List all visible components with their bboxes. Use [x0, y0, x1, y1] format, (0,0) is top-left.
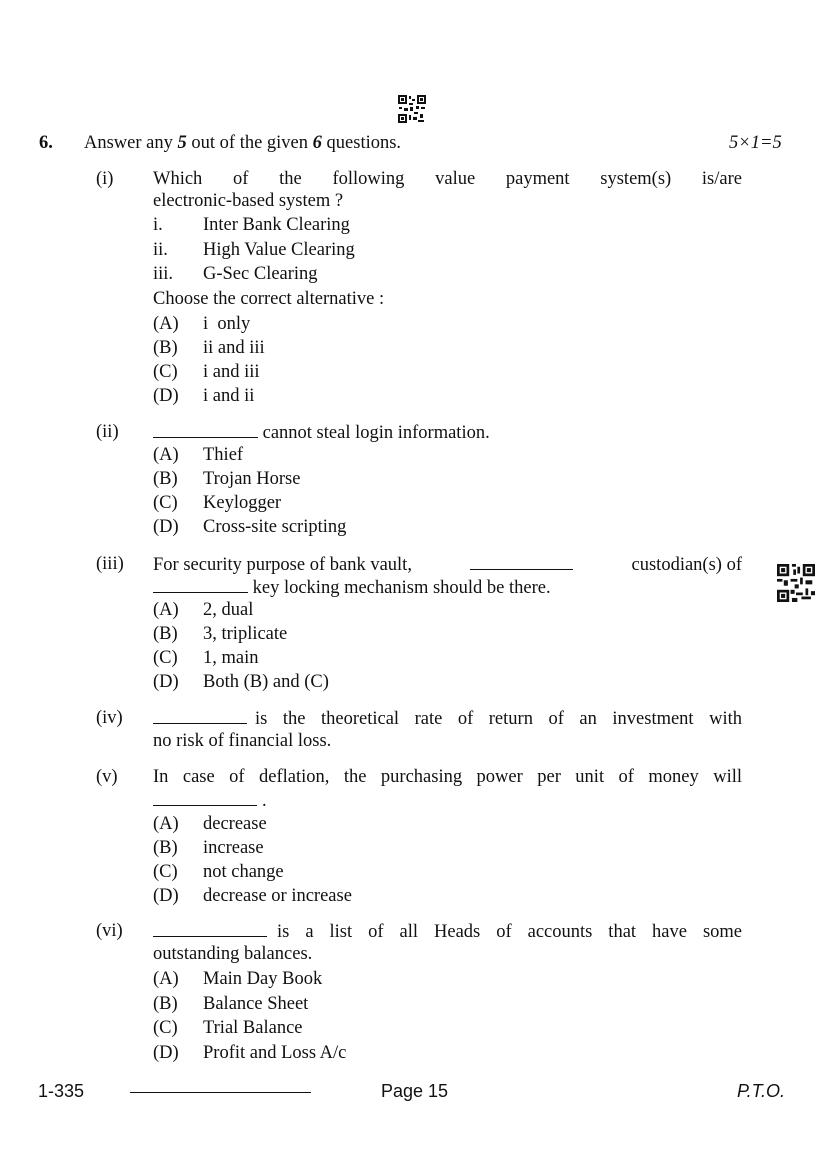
option-label: (C) [153, 862, 178, 882]
option-label: (A) [153, 814, 179, 834]
option-text: 1, main [203, 648, 259, 668]
option-text: Profit and Loss A/c [203, 1043, 347, 1063]
option-label: (C) [153, 362, 178, 382]
option-text: Keylogger [203, 493, 282, 513]
sub-question-number: (i) [96, 169, 114, 189]
answer-blank [153, 791, 257, 806]
option-text: i and iii [203, 362, 260, 382]
question-instruction: Answer any 5 out of the given 6 questions. [84, 133, 402, 153]
side-qr-code-icon [777, 563, 815, 603]
question-word: payment [505, 169, 570, 189]
option-text: 3, triplicate [203, 624, 288, 644]
answer-blank [153, 578, 248, 593]
option-label: (B) [153, 338, 178, 358]
question-word: following [332, 169, 405, 189]
question-text: electronic-based system ? [153, 191, 344, 211]
option-label: (C) [153, 648, 178, 668]
question-word: is/are [701, 169, 742, 189]
paper-code: 1-335 [38, 1081, 85, 1101]
question-text [153, 170, 742, 189]
option-label: (D) [153, 517, 179, 537]
question-word: Which [153, 169, 203, 189]
sub-question-number: (ii) [96, 422, 119, 442]
option-text: 2, dual [203, 600, 254, 620]
statement-number: i. [153, 215, 163, 235]
option-label: (D) [153, 886, 179, 906]
option-text: ii and iii [203, 338, 265, 358]
question-text: no risk of financial loss. [153, 731, 332, 751]
option-label: (D) [153, 1043, 179, 1063]
instruction-text: Choose the correct alternative : [153, 289, 385, 309]
page-number: Page 15 [381, 1081, 449, 1101]
question-text: In case of deflation, the purchasing power per unit of money will [153, 767, 742, 787]
option-text: Main Day Book [203, 969, 323, 989]
question-text: . [153, 791, 267, 811]
footer-rule [130, 1092, 311, 1093]
statement-text: High Value Clearing [203, 240, 355, 260]
option-text: i only [203, 314, 251, 334]
option-label: (D) [153, 386, 179, 406]
option-text: Cross-site scripting [203, 517, 347, 537]
statement-text: Inter Bank Clearing [203, 215, 350, 235]
option-label: (A) [153, 600, 179, 620]
question-text: is the theoretical rate of return of an investment with [153, 709, 742, 729]
question-word: value [435, 169, 476, 189]
pto-label: P.T.O. [737, 1081, 786, 1101]
option-label: (C) [153, 1018, 178, 1038]
option-label: (A) [153, 445, 179, 465]
option-text: decrease or increase [203, 886, 352, 906]
question-word: system(s) [600, 169, 672, 189]
option-text: Thief [203, 445, 244, 465]
option-label: (B) [153, 838, 178, 858]
question-text: outstanding balances. [153, 944, 313, 964]
option-text: Trojan Horse [203, 469, 301, 489]
option-text: i and ii [203, 386, 255, 406]
option-label: (B) [153, 469, 178, 489]
statement-text: G-Sec Clearing [203, 264, 318, 284]
question-word: the [279, 169, 302, 189]
option-text: not change [203, 862, 284, 882]
option-label: (C) [153, 493, 178, 513]
question-text: key locking mechanism should be there. [153, 578, 551, 598]
option-label: (B) [153, 994, 178, 1014]
option-label: (A) [153, 314, 179, 334]
option-text: Balance Sheet [203, 994, 309, 1014]
option-text: Both (B) and (C) [203, 672, 329, 692]
question-text: cannot steal login information. [153, 423, 490, 443]
sub-question-number: (v) [96, 767, 118, 787]
top-qr-code-icon [398, 95, 426, 123]
sub-question-number: (iv) [96, 708, 123, 728]
option-text: decrease [203, 814, 267, 834]
question-text: is a list of all Heads of accounts that have some [153, 922, 742, 942]
answer-blank [470, 555, 573, 570]
sub-question-number: (iii) [96, 554, 124, 574]
option-label: (D) [153, 672, 179, 692]
answer-blank [153, 423, 258, 438]
option-label: (B) [153, 624, 178, 644]
sub-question-number: (vi) [96, 921, 123, 941]
question-word: of [233, 169, 249, 189]
statement-number: iii. [153, 264, 174, 284]
option-label: (A) [153, 969, 179, 989]
question-text: For security purpose of bank vault, custodian(s) of [153, 555, 742, 575]
answer-blank [153, 922, 267, 937]
option-text: Trial Balance [203, 1018, 303, 1038]
question-number: 6. [39, 133, 53, 153]
marks-label: 5×1=5 [729, 133, 782, 153]
statement-number: ii. [153, 240, 168, 260]
option-text: increase [203, 838, 264, 858]
answer-blank [153, 709, 247, 724]
